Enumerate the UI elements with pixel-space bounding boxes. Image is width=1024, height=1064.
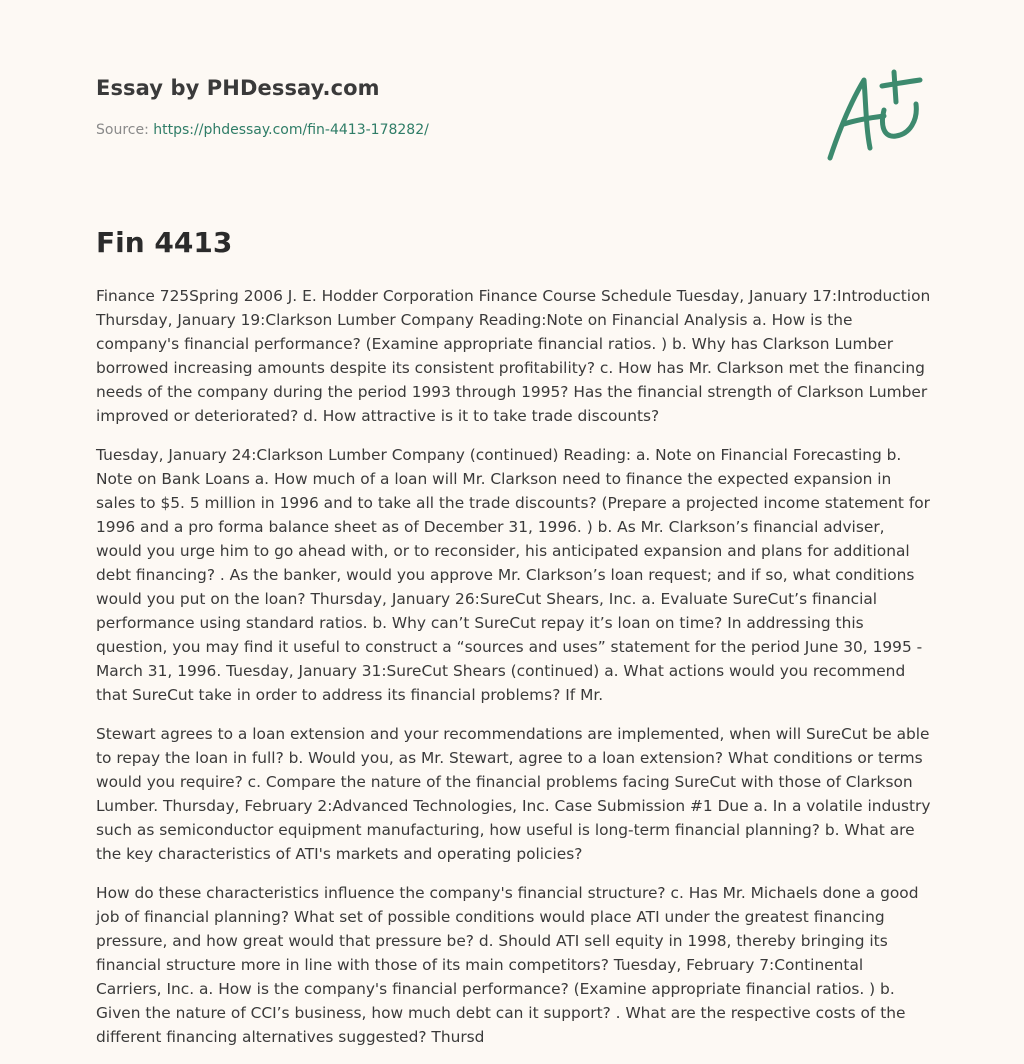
document-body xyxy=(96,284,932,1064)
site-title: Essay by PHDessay.com xyxy=(96,76,380,100)
source-line xyxy=(96,122,796,138)
source-link[interactable]: https://phdessay.com/fin-4413-178282/ xyxy=(153,122,429,138)
paragraph: Finance 725Spring 2006 J. E. Hodder Corporation Finance Course Schedule Tuesday, January 17:Introduction Thursday, January 19:Clarkson Lumber Company Reading:Note on Financial Analysis a. How is the company's financial performance? (Examine appropriate financial ratios. ) b. Why has Clarkson Lumber borrowed increasing amounts despite its consistent profitability? c. How has Mr. Clarkson met the financing needs of the company during the period 1993 through 1995? Has the financial strength of Clarkson Lumber improved or deteriorated? d. How attractive is it to take trade discounts? xyxy=(96,287,931,425)
a-plus-logo-icon xyxy=(822,66,926,166)
paragraph: Stewart agrees to a loan extension and your recommendations are implemented, when will SureCut be able to repay the loan in full? b. Would you, as Mr. Stewart, agree to a loan extension? What conditions or terms would you require? c. Compare the nature of the financial problems facing SureCut with those of Clarkson Lumber. Thursday, February 2:Advanced Technologies, Inc. Case Submission #1 Due a. In a volatile industry such as semiconductor equipment manufacturing, how useful is long-term financial planning? b. What are the key characteristics of ATI's markets and operating policies? xyxy=(96,725,931,863)
source-label: Source: xyxy=(96,122,154,138)
essay-header xyxy=(96,76,796,138)
paragraph: Tuesday, January 24:Clarkson Lumber Company (continued) Reading: a. Note on Financial Forecasting b. Note on Bank Loans a. How much of a loan will Mr. Clarkson need to finance the expected expansion in sales to $5. 5 million in 1996 and to take all the trade discounts? (Prepare a projected income statement for 1996 and a pro forma balance sheet as of December 31, 1996. ) b. As Mr. Clarkson’s financial adviser, would you urge him to go ahead with, or to reconsider, his anticipated expansion and plans for additional debt financing? . As the banker, would you approve Mr. Clarkson’s loan request; and if so, what conditions would you put on the loan? Thursday, January 26:SureCut Shears, Inc. a. Evaluate SureCut’s financial performance using standard ratios. b. Why can’t SureCut repay it’s loan on time? In addressing this question, you may find it useful to construct a “sources and uses” statement for the period June 30, 1995 - March 31, 1996. Tuesday, January 31:SureCut Shears (continued) a. What actions would you recommend that SureCut take in order to address its financial problems? If Mr. xyxy=(96,446,930,704)
document-title: Fin 4413 xyxy=(96,226,233,259)
paragraph: How do these characteristics influence the company's financial structure? c. Has Mr. Michaels done a good job of financial planning? What set of possible conditions would place ATI under the greatest financing pressure, and how great would that pressure be? d. Should ATI sell equity in 1998, thereby bringing its financial structure more in line with those of its main competitors? Tuesday, February 7:Continental Carriers, Inc. a. How is the company's financial performance? (Examine appropriate financial ratios. ) b. Given the nature of CCI’s business, how much debt can it support? . What are the respective costs of the different financing alternatives suggested? Thursd xyxy=(96,884,919,1046)
